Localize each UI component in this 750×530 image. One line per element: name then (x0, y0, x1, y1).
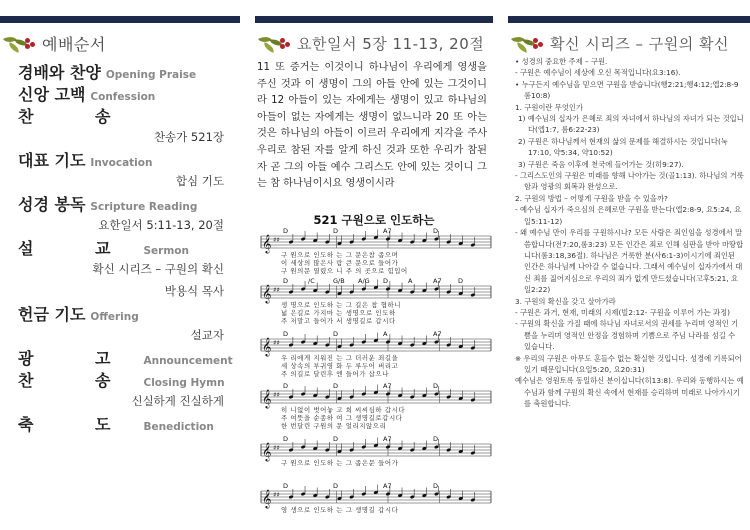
hymn-lyric-line: 구 원으로 인도하 는 그 문은참 좁으며 (281, 251, 399, 259)
hymn-lyric-line: 주 여뜻을 순종하 여 그 생명길로갑시다 (281, 414, 403, 422)
hymn-chord: A7 (383, 435, 392, 443)
scripture-column (255, 0, 493, 530)
worship-order-item (18, 60, 230, 82)
hymn-chord: D (433, 382, 439, 390)
summary-header (508, 16, 750, 60)
sermon-summary-column (508, 0, 750, 530)
leaf-berry-ornament-icon (4, 32, 38, 54)
hymn-chord: D (333, 330, 339, 338)
worship-order-item (18, 104, 230, 126)
hymn-lyric-line: 영 생으로 인도하 는 그 생명길 갑시다 (281, 506, 399, 514)
worship-order-item-detail: 설교자 (190, 328, 224, 342)
treble-clef-icon: 𝄞 (262, 234, 272, 253)
worship-order-item-korean: 대표 기도 (18, 151, 86, 170)
hymn-lyric-line: 세 상속의 부귀영 화 두 루두어 버리고 (281, 362, 399, 370)
hymn-chord: D (383, 277, 389, 285)
leaf-berry-ornament-icon (259, 32, 293, 54)
hymn-chord: D (333, 382, 339, 390)
summary-paragraph: 1) 예수님의 십자가 은혜로 죄의 자녀에서 하나님의 자녀가 되는 것입니다(엡1:7, 롬6:22-23) (518, 114, 744, 135)
worship-order-item-korean: 성경 봉독 (18, 195, 86, 214)
worship-order-item-english: Confession (90, 91, 156, 103)
worship-order-item-korean: 광 고 (18, 349, 139, 368)
hymn-chord: A7 (383, 482, 392, 490)
worship-order-item (18, 302, 230, 324)
hymn-chord: A7 (383, 227, 392, 235)
scripture-title: 요한일서 5장 11-13, 20절 (297, 34, 485, 53)
hymn-chord: G/B (333, 277, 345, 285)
hymn-lyric-line: 우 리에게 지워진 는 그 더러운 죄길을 (281, 354, 399, 362)
worship-order-item-detail: 신실하게 진실하게 (131, 394, 224, 408)
worship-order-item (18, 368, 230, 390)
hymn-sheet-music (255, 208, 493, 530)
summary-paragraph: 1. 구원이란 무엇인가 (515, 102, 583, 112)
worship-order-item-english: Offering (90, 311, 139, 323)
worship-order-item-english: Benediction (143, 421, 214, 433)
summary-paragraph: - 왜 예수님 만이 우리를 구원하시나? 모든 사람은 죄인임을 성경에서 말씀합니다(전7:20,롬3:23) 모든 인간은 죄로 인해 심판을 받아 마땅합니다(롬3:18,36절). 하나님은 거룩한 분(사6:1-3)이시기에 죄인된 인간은 하나님께 나아갈 수 없습니다. 그래서 예수님이 십자가에서 대신 죄를 짊어지심으로 우리의 죄가 없게 만드셨습니다(고후5:21, 요일2:22) (515, 228, 744, 295)
worship-order-item (18, 346, 233, 368)
worship-order-list (18, 60, 233, 434)
sermon-summary-body (512, 56, 744, 410)
worship-order-item-korean: 축 도 (18, 415, 139, 434)
scripture-text: 11 또 증거는 이것이니 하나님이 우리에게 영생을 주신 것과 이 생명이 그의 아들 안에 있는 그것이니라 12 아들이 있는 자에게는 생명이 있고 하나님의 아들이 없는 자에게는 생명이 없느니라 20 또 아는 것은 하나님의 아들이 이르러 우리에게 지각을 주사 우리로 참된 자를 알게 하신 것과 또한 우리가 참된 자 곧 그의 아들 예수 그리스도 안에 있는 것이니 그는 참 하나님이시요 영생이시라 (257, 62, 487, 190)
summary-paragraph: - 구원은 예수님이 세상에 오신 목적입니다(요3:16). (515, 68, 681, 78)
sharp-icon: ♯♯ (273, 236, 280, 244)
worship-order-item-english: Closing Hymn (143, 377, 225, 389)
summary-paragraph: - 그리스도인의 구원은 미래를 향해 나아가는 것(골1:13). 하나님의 거룩함과 영광의 회복과 완성으로. (515, 171, 744, 192)
hymn-chord: D (283, 330, 289, 338)
hymn-chord: D (433, 435, 439, 443)
hymn-chord: D (283, 382, 289, 390)
worship-order-item-korean: 찬 송 (18, 371, 139, 390)
hymn-lyric-line: 구 원의문 열렸으 니 주 의 곳으로 힘입어 (281, 267, 408, 275)
treble-clef-icon: 𝄞 (262, 337, 272, 356)
summary-paragraph: • 누구든지 예수님을 믿으면 구원을 받습니다(행2:21;행4:12;엡2:8-9 롬10:8) (515, 79, 739, 101)
summary-paragraph: 예수님은 영원토록 동일하신 분이십니다(히13:8). 우리와 동행하시는 예수님과 함께 구원의 확신 속에서 현재를 승리하며 미래로 나아가시기를 축원합니다. (515, 376, 744, 409)
summary-paragraph: 2. 구원의 방법 – 어떻게 구원을 받을 수 있을까? (515, 193, 668, 203)
worship-order-item (18, 148, 230, 170)
summary-paragraph: - 구원은 과거, 현재, 미래의 시제(빌2:12- 구원을 이루어 가는 과정) (515, 307, 730, 317)
summary-paragraph: - 구원의 확신을 가질 때에 하나님 자녀로서의 권세를 누리며 영적인 기쁨을 누리며 영적인 안정을 경험하며 기쁨으로 주님 나라를 섬길 수 있습니다. (515, 319, 739, 352)
worship-order-item (18, 192, 230, 214)
worship-order-item-korean: 헌금 기도 (18, 305, 86, 324)
worship-order-item-detail: 확신 시리즈 – 구원의 확신 (92, 262, 224, 276)
worship-order-item-korean: 찬 송 (18, 107, 139, 126)
summary-paragraph: ※ 우리의 구원은 아무도 흔들수 없는 확실한 것입니다. 성경에 기록되어 있기 때문입니다(요일5:20, 요20:31) (515, 353, 742, 374)
worship-order-item (18, 236, 230, 258)
hymn-chord: A7 (383, 382, 392, 390)
worship-order-item-korean: 설 교 (18, 239, 139, 258)
hymn-chord: A/G (358, 277, 370, 285)
summary-paragraph: • 성경의 중요한 주제 – 구원. (515, 57, 608, 66)
worship-order-item-english: Opening Praise (105, 69, 197, 81)
sharp-icon: ♯♯ (273, 491, 280, 499)
worship-order-item-korean: 신앙 고백 (18, 85, 86, 104)
worship-order-item (18, 82, 230, 104)
summary-paragraph: 3. 구원의 확신을 갖고 살아가라 (515, 296, 616, 306)
leaf-berry-ornament-icon (512, 32, 546, 54)
summary-paragraph: 2) 구원은 하나님께서 현재의 삶의 문제를 해결하시는 것입니다(눅17:10, 약5:34, 약10:52) (518, 136, 728, 158)
hymn-lyric-line: 넓 은길로 가지마 는 생명으로 인도하 (281, 309, 396, 317)
hymn-chord: D (283, 482, 289, 490)
worship-order-item-detail: 박용식 목사 (164, 284, 224, 298)
hymn-chord: D (283, 227, 289, 235)
worship-order-item (18, 412, 230, 434)
hymn-chord: D (283, 277, 289, 285)
sharp-icon: ♯♯ (273, 339, 280, 347)
hymn-title: 521 구원으로 인도하는 (313, 213, 435, 227)
sharp-icon: ♯♯ (273, 391, 280, 399)
hymn-lyric-line: 주 의길로 달린후 엔 들어가 삽으나 (281, 370, 389, 378)
hymn-chord: D (333, 227, 339, 235)
hymn-lyric-line: 생 명으로 인도하 는 그 길은 참 협하니 (281, 301, 402, 309)
treble-clef-icon: 𝄞 (262, 442, 272, 461)
hymn-chord: A (408, 277, 413, 285)
hymn-lyric-line: 히 니없이 벗어놓 고 희 씨씨심하 갑시다 (281, 406, 406, 414)
hymn-chord: D (433, 482, 439, 490)
summary-paragraph: - 예수님 십자가 죽으심의 은혜로만 구원을 받는다(엡2:8-9, 요5:24, 요일5:11-12) (515, 205, 742, 226)
hymn-chord: D (333, 482, 339, 490)
treble-clef-icon: 𝄞 (262, 489, 272, 508)
worship-order-item-english: Scripture Reading (90, 201, 198, 213)
worship-order-item-detail: 합심 기도 (175, 174, 224, 188)
hymn-chord: A (383, 330, 388, 338)
hymn-chord: D (283, 435, 289, 443)
hymn-chord: A7 (433, 277, 442, 285)
sharp-icon: ♯♯ (273, 286, 280, 294)
worship-order-item-detail: 찬송가 521장 (153, 130, 224, 144)
treble-clef-icon: 𝄞 (262, 284, 272, 303)
summary-title: 확신 시리즈 – 구원의 확신 (550, 34, 729, 53)
worship-order-item-detail: 요한일서 5:11-13, 20절 (98, 218, 224, 232)
worship-order-item-english: Sermon (143, 245, 189, 257)
summary-paragraph: 3) 구원은 죽음 이후에 천국에 들어가는 것(히9:27). (518, 159, 684, 169)
worship-order-header (0, 16, 240, 60)
hymn-score (255, 208, 493, 530)
hymn-lyric-line: 주 저말고 들어가 서 생명길로 갑시다 (281, 317, 396, 325)
hymn-chord: A7 (433, 330, 442, 338)
hymn-chord: D (333, 435, 339, 443)
sharp-icon: ♯♯ (273, 444, 280, 452)
worship-order-item-english: Invocation (90, 157, 153, 169)
hymn-chord: D (433, 227, 439, 235)
hymn-chord: /C (308, 277, 315, 285)
worship-order-item-korean: 경배와 찬양 (18, 63, 101, 82)
worship-order-column (0, 0, 240, 530)
treble-clef-icon: 𝄞 (262, 389, 272, 408)
hymn-chord: D (458, 277, 464, 285)
hymn-lyric-line: 구 원으로 인도하 는 그 좁은문 들어가 (281, 459, 399, 467)
worship-order-title: 예배순서 (42, 34, 106, 54)
worship-order-item-english: Announcement (143, 355, 233, 367)
hymn-lyric-line: 이 세상의 많은사 람 큰 문으로 들어가 (281, 259, 399, 267)
hymn-lyric-line: 한 번달린 구원의 문 얼리지않으리 (281, 422, 387, 430)
scripture-header (255, 16, 493, 60)
